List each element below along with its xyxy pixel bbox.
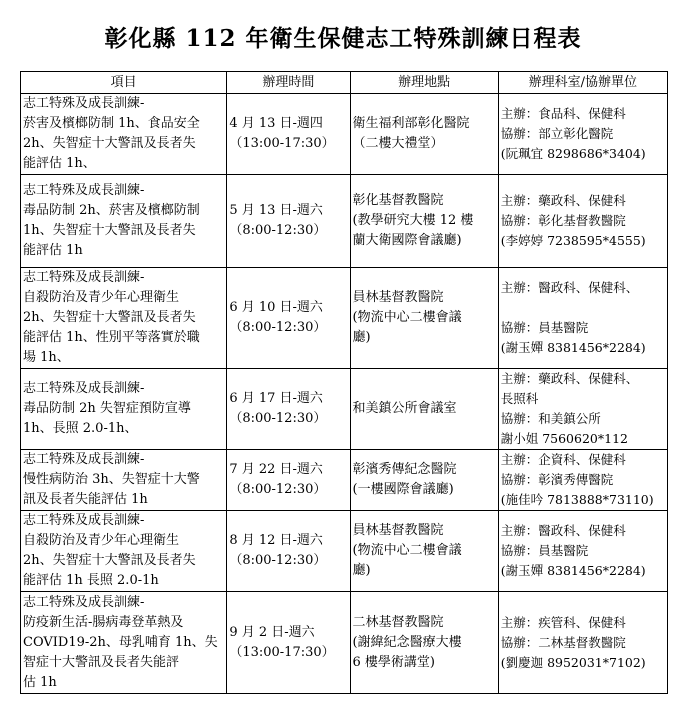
time-line: 9 月 2 日-週六 — [229, 624, 315, 640]
place-line: 廳) — [352, 330, 371, 345]
place-line: 6 樓學術講堂) — [352, 654, 435, 670]
item-line: 2h、失智症十大警訊及長者失 — [23, 310, 196, 325]
unit-line: (謝玉嬋 8381456*2284) — [500, 563, 646, 578]
place-line: (一樓國際會議廳) — [352, 482, 454, 497]
unit-line: 協辦：二林基督教醫院 — [500, 634, 626, 650]
schedule-table — [20, 71, 668, 694]
place-line: （二樓大禮堂） — [352, 136, 444, 151]
time-line: 4 月 13 日-週四 — [229, 116, 323, 131]
unit-cell — [498, 511, 667, 592]
place-cell — [350, 175, 498, 268]
place-cell — [350, 94, 498, 175]
unit-line: (謝玉嬋 8381456*2284) — [500, 340, 646, 355]
place-cell — [350, 268, 498, 369]
unit-line: 協辦：彰化基督教醫院 — [500, 213, 626, 228]
unit-line: 主辦：疾管科、保健科 — [500, 614, 626, 630]
unit-line: (李婷婷 7238595*4555) — [500, 233, 646, 248]
item-line: 自殺防治及青少年心理衛生 — [23, 533, 180, 548]
unit-line: 主辦：食品科、保健科 — [500, 106, 626, 121]
time-line: 6 月 10 日-週六 — [229, 300, 323, 315]
time-line: （13:00-17:30） — [229, 136, 335, 151]
item-line: 志工特殊及成長訓練- — [23, 183, 145, 198]
place-line: 員林基督教醫院 — [352, 290, 444, 305]
unit-cell — [498, 175, 667, 268]
place-line: 彰化基督教醫院 — [352, 193, 444, 208]
time-line: （8:00-12:30） — [229, 553, 327, 568]
unit-line: (阮珮宜 8298686*3404) — [500, 146, 646, 161]
time-cell — [227, 175, 350, 268]
place-line: 和美鎮公所會議室 — [352, 401, 457, 416]
unit-cell — [498, 369, 667, 450]
table-row — [21, 511, 668, 592]
time-cell — [227, 369, 350, 450]
table-header-row — [21, 72, 668, 94]
time-line: 8 月 12 日-週六 — [229, 533, 323, 548]
time-line: 6 月 17 日-週六 — [229, 391, 323, 406]
time-cell — [227, 592, 350, 694]
item-line: 志工特殊及成長訓練- — [23, 270, 145, 285]
time-line: （8:00-12:30） — [229, 411, 327, 426]
page-title: 彰化縣 112 年衛生保健志工特殊訓練日程表 — [104, 25, 582, 52]
time-line: （8:00-12:30） — [229, 482, 327, 497]
item-line: 訊及長者失能評估 1h — [23, 492, 148, 507]
time-cell — [227, 268, 350, 369]
unit-line: 協辦：彰濱秀傳醫院 — [500, 472, 614, 487]
item-line: 能評估 1h、性別平等落實於職 — [23, 330, 200, 345]
item-line: 估 1h — [23, 674, 57, 690]
item-line: 志工特殊及成長訓練- — [23, 513, 145, 528]
item-cell — [21, 592, 227, 694]
place-line: 二林基督教醫院 — [352, 614, 444, 630]
place-line: 蘭大衛國際會議廳) — [352, 233, 462, 248]
header-unit: 辦理科室/協辦單位 — [498, 72, 667, 94]
item-line: 志工特殊及成長訓練- — [23, 452, 145, 467]
time-cell — [227, 94, 350, 175]
item-line: 2h、失智症十大警訊及長者失 — [23, 136, 196, 151]
item-line: 自殺防治及青少年心理衛生 — [23, 290, 180, 305]
time-line: （8:00-12:30） — [229, 223, 327, 238]
unit-line: 主辦：醫政科、保健科、 — [500, 280, 639, 295]
time-cell — [227, 450, 350, 511]
item-line: COVID19-2h、母乳哺育 1h、失 — [23, 634, 218, 650]
item-line: 能評估 1h、 — [23, 156, 96, 171]
item-line: 菸害及檳榔防制 1h、食品安全 — [23, 116, 200, 131]
unit-cell — [498, 592, 667, 694]
place-cell — [350, 592, 498, 694]
unit-cell — [498, 268, 667, 369]
place-cell — [350, 369, 498, 450]
unit-line: 謝小姐 7560620*112 — [500, 431, 628, 446]
unit-line: 協辦：員基醫院 — [500, 543, 589, 558]
place-line: (謝緯紀念醫療大樓 — [352, 634, 462, 650]
item-line: 毒品防制 2h、菸害及檳榔防制 — [23, 203, 200, 218]
time-line: （13:00-17:30） — [229, 644, 335, 660]
item-line: 能評估 1h — [23, 243, 83, 258]
unit-line: 長照科 — [500, 391, 539, 406]
table-row — [21, 175, 668, 268]
table-row — [21, 369, 668, 450]
item-line: 志工特殊及成長訓練- — [23, 381, 145, 396]
unit-line: 主辦：企資科、保健科 — [500, 452, 626, 467]
item-line: 毒品防制 2h 失智症預防宣導 — [23, 401, 191, 416]
item-line: 智症十大警訊及長者失能評 — [23, 654, 180, 670]
item-line: 慢性病防治 3h、失智症十大警 — [23, 472, 200, 487]
place-line: (物流中心二樓會議 — [352, 310, 462, 325]
item-line: 1h、長照 2.0-1h、 — [23, 421, 138, 436]
unit-line: 主辦：藥政科、保健科 — [500, 193, 626, 208]
place-line: 衛生福利部彰化醫院 — [352, 116, 470, 131]
place-cell — [350, 511, 498, 592]
time-cell — [227, 511, 350, 592]
item-cell — [21, 175, 227, 268]
item-line: 2h、失智症十大警訊及長者失 — [23, 553, 196, 568]
item-cell — [21, 450, 227, 511]
unit-cell — [498, 450, 667, 511]
table-row — [21, 94, 668, 175]
unit-line — [501, 298, 665, 318]
unit-line: 協辦：員基醫院 — [500, 320, 589, 335]
item-line: 1h、失智症十大警訊及長者失 — [23, 223, 196, 238]
unit-line: 主辦：藥政科、保健科、 — [500, 371, 639, 386]
place-line: 彰濱秀傳紀念醫院 — [352, 462, 457, 477]
item-line: 場 1h、 — [23, 350, 70, 365]
time-line: （8:00-12:30） — [229, 320, 327, 335]
header-place: 辦理地點 — [350, 72, 498, 94]
header-time: 辦理時間 — [227, 72, 350, 94]
item-cell — [21, 94, 227, 175]
unit-line: (施佳吟 7813888*73110) — [500, 492, 654, 507]
table-row — [21, 268, 668, 369]
unit-line: 協辦：部立彰化醫院 — [500, 126, 614, 141]
item-cell — [21, 511, 227, 592]
item-line: 能評估 1h 長照 2.0-1h — [23, 573, 159, 588]
time-line: 5 月 13 日-週六 — [229, 203, 323, 218]
unit-line: (劉慶迦 8952031*7102) — [500, 654, 646, 670]
table-body — [21, 94, 668, 694]
table-row — [21, 592, 668, 694]
table-row — [21, 450, 668, 511]
place-line: 廳) — [352, 563, 371, 578]
item-line: 志工特殊及成長訓練- — [23, 594, 145, 610]
place-line: (教學研究大樓 12 樓 — [352, 213, 474, 228]
unit-cell — [498, 94, 667, 175]
place-cell — [350, 450, 498, 511]
unit-line: 主辦：醫政科、保健科 — [500, 523, 626, 538]
item-line: 防疫新生活-腸病毒登革熱及 — [23, 614, 184, 630]
item-cell — [21, 369, 227, 450]
item-line: 志工特殊及成長訓練- — [23, 96, 145, 111]
header-item: 項目 — [21, 72, 227, 94]
unit-line: 協辦：和美鎮公所 — [500, 411, 601, 426]
place-line: (物流中心二樓會議 — [352, 543, 462, 558]
time-line: 7 月 22 日-週六 — [229, 462, 323, 477]
place-line: 員林基督教醫院 — [352, 523, 444, 538]
item-cell — [21, 268, 227, 369]
